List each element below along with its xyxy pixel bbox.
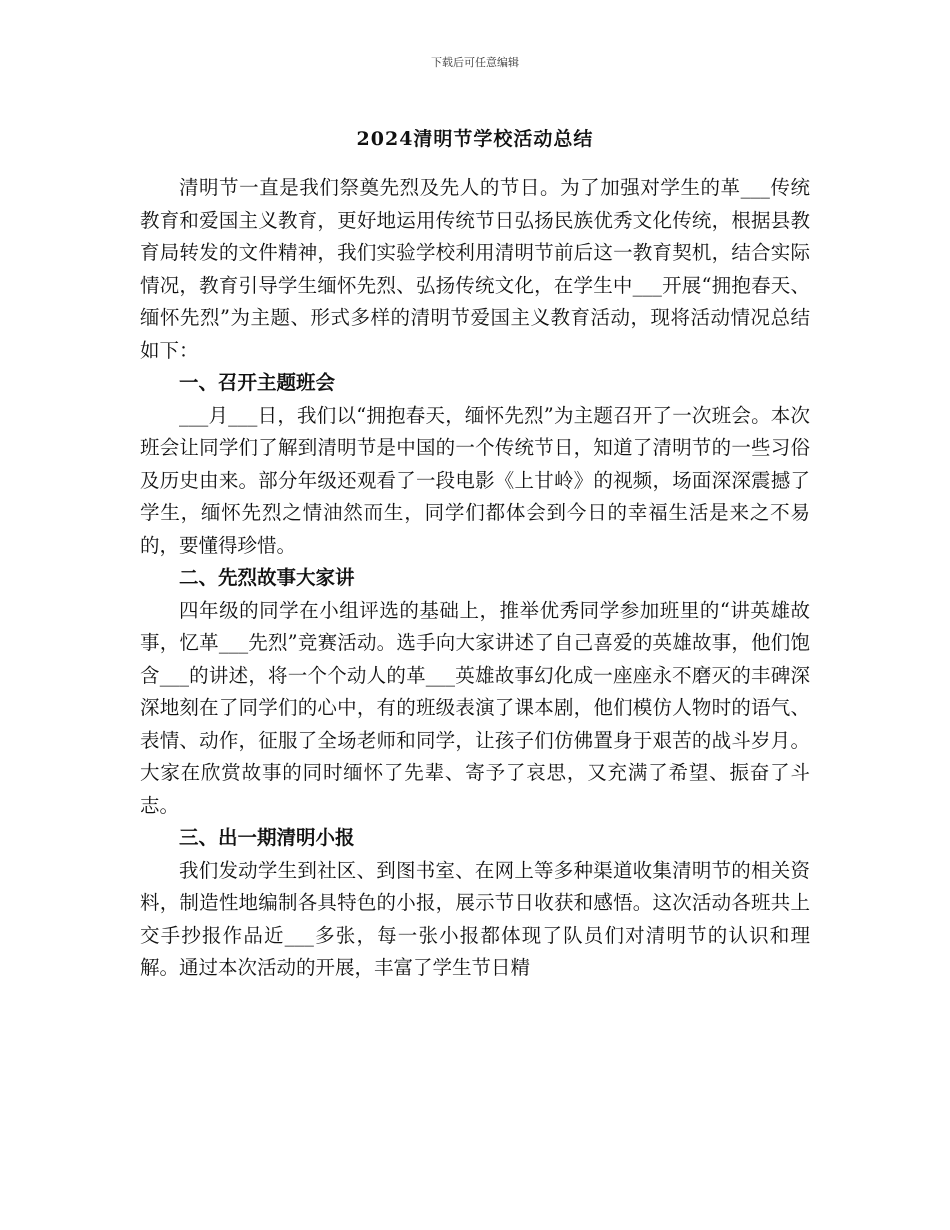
section-paragraph-1: ___月___日，我们以“拥抱春天，缅怀先烈”为主题召开了一次班会。本次班会让同学们了解到清明节是中国的一个传统节日，知道了清明节的一些习俗及历史由来。部分年级还观看了一段电影《上甘岭》的视频，场面深深震撼了学生，缅怀先烈之情油然而生，同学们都体会到今日的幸福生活是来之不易的，要懂得珍惜。: [140, 403, 810, 557]
section-paragraph-2: 四年级的同学在小组评选的基础上，推举优秀同学参加班里的“讲英雄故事，忆革___先烈”竞赛活动。选手向大家讲述了自己喜爱的英雄故事，他们饱含___的讲述，将一个个动人的革___英雄故事幻化成一座座永不磨灭的丰碑深深地刻在了同学们的心中，有的班级表演了课本剧，他们模仿人物时的语气、表情、动作，征服了全场老师和同学，让孩子们仿佛置身于艰苦的战斗岁月。大家在欣赏故事的同时缅怀了先辈、寄予了哀思，又充满了希望、振奋了斗志。: [140, 598, 810, 817]
section-heading-1: 一、召开主题班会: [179, 371, 336, 394]
document-body: [140, 172, 810, 985]
header-note: 下载后可任意编辑: [431, 56, 519, 69]
section-heading-2: 二、先烈故事大家讲: [179, 566, 355, 589]
intro-paragraph: 清明节一直是我们祭奠先烈及先人的节日。为了加强对学生的革___传统教育和爱国主义教育，更好地运用传统节日弘扬民族优秀文化传统，根据县教育局转发的文件精神，我们实验学校利用清明节前后这一教育契机，结合实际情况，教育引导学生缅怀先烈、弘扬传统文化，在学生中___开展“拥抱春天、缅怀先烈”为主题、形式多样的清明节爱国主义教育活动，现将活动情况总结如下：: [140, 176, 810, 362]
document-title: 2024清明节学校活动总结: [356, 128, 594, 150]
section-paragraph-3: 我们发动学生到社区、到图书室、在网上等多种渠道收集清明节的相关资料，制造性地编制各具特色的小报，展示节日收获和感悟。这次活动各班共上交手抄报作品近___多张，每一张小报都体现了队员们对清明节的认识和理解。通过本次活动的开展，丰富了学生节日精: [140, 858, 810, 979]
section-heading-3: 三、出一期清明小报: [179, 826, 355, 849]
